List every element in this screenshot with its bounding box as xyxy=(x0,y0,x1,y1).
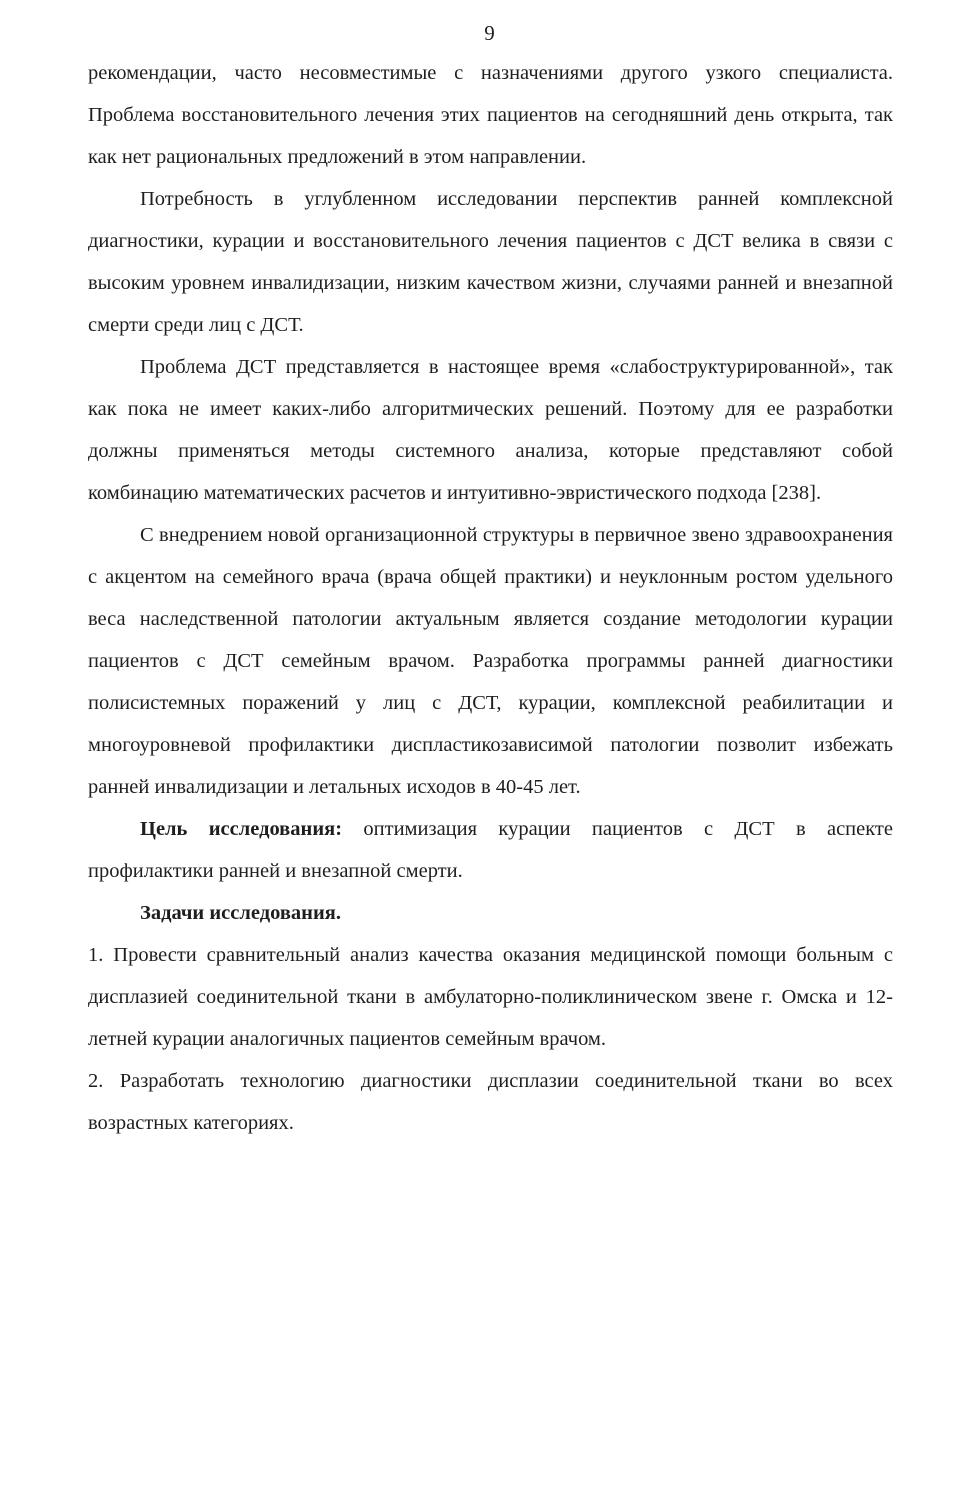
paragraph-2: Потребность в углубленном исследовании перспектив ранней комплексной диагностики, курации и восстановительного лечения пациентов с ДСТ велика в связи с высоким уровнем инвалидизации, низким качеством жизни, случаями ранней и внезапной смерти среди лиц с ДСТ. xyxy=(88,188,893,336)
goal-paragraph xyxy=(88,808,893,892)
tasks-heading: Задачи исследования. xyxy=(140,902,341,924)
page-number: 9 xyxy=(484,21,495,45)
body-text xyxy=(88,52,893,1144)
goal-text: оптимизация курации пациентов с ДСТ в аспекте профилактики ранней и внезапной смерти. xyxy=(88,818,893,882)
goal-label: Цель исследования: xyxy=(140,818,343,840)
task-item-1: 1. Провести сравнительный анализ качества оказания медицинской помощи больным с дисплазией соединительной ткани в амбулаторно-поликлиническом звене г. Омска и 12-летней курации аналогичных пациентов семейным врачом. xyxy=(88,944,893,1050)
task-item-2: 2. Разработать технологию диагностики дисплазии соединительной ткани во всех возрастных категориях. xyxy=(88,1070,893,1134)
paragraph-1: рекомендации, часто несовместимые с назначениями другого узкого специалиста. Проблема восстановительного лечения этих пациентов на сегодняшний день открыта, так как нет рациональных предложений в этом направлении. xyxy=(88,62,893,168)
paragraph-4: С внедрением новой организационной структуры в первичное звено здравоохранения с акцентом на семейного врача (врача общей практики) и неуклонным ростом удельного веса наследственной патологии актуальным является создание методологии курации пациентов с ДСТ семейным врачом. Разработка программы ранней диагностики полисистемных поражений у лиц с ДСТ, курации, комплексной реабилитации и многоуровневой профилактики диспластикозависимой патологии позволит избежать ранней инвалидизации и летальных исходов в 40-45 лет. xyxy=(88,524,893,798)
paragraph-3: Проблема ДСТ представляется в настоящее время «слабоструктурированной», так как пока не имеет каких-либо алгоритмических решений. Поэтому для ее разработки должны применяться методы системного анализа, которые представляют собой комбинацию математических расчетов и интуитивно-эвристического подхода [238]. xyxy=(88,356,893,504)
